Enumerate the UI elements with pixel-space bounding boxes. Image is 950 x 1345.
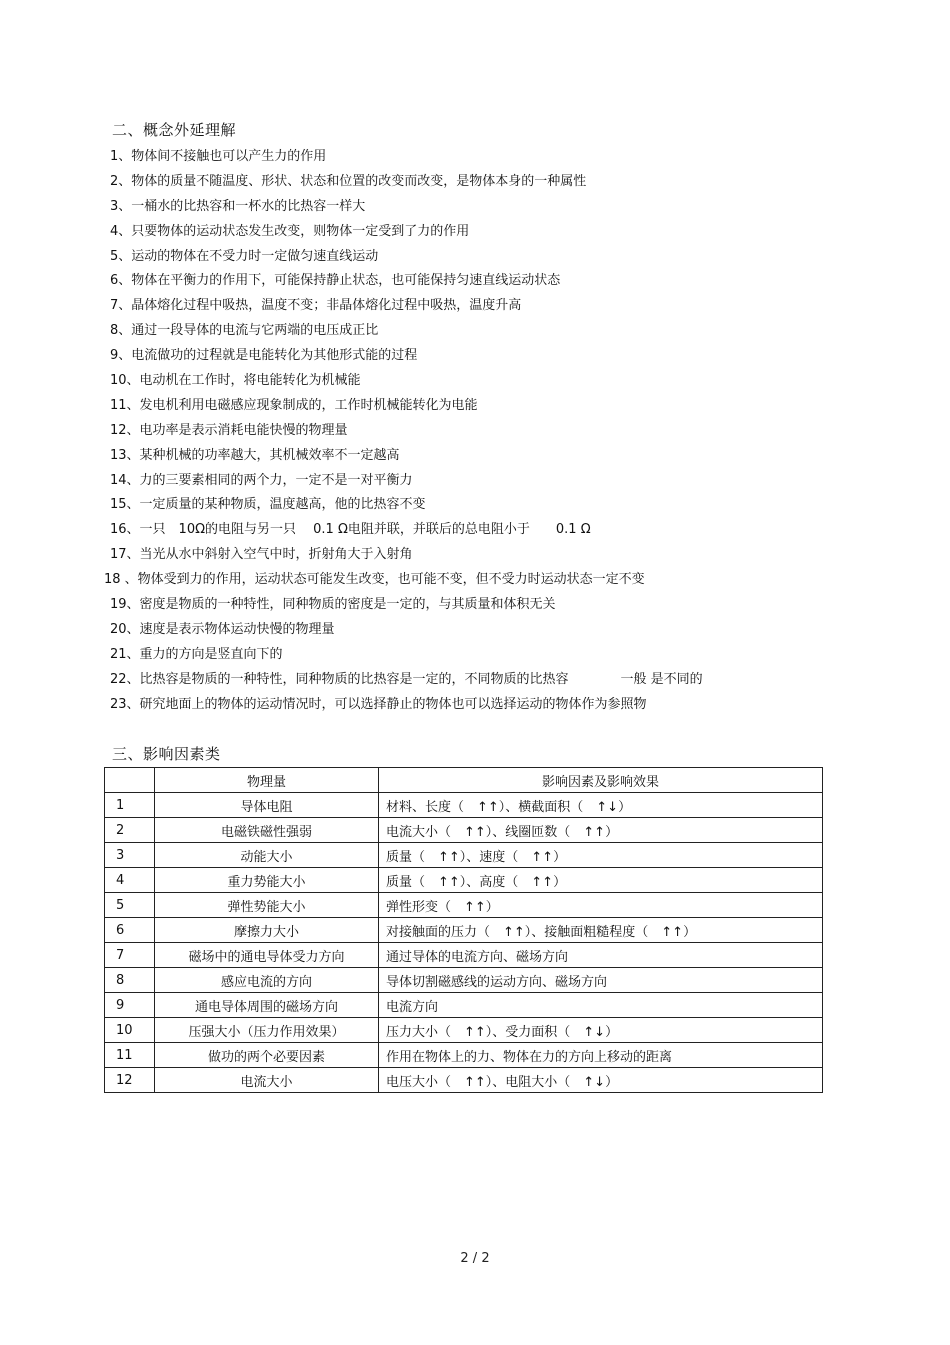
row-quantity: 导体电阻 [155,793,379,818]
row-effect: 质量（ ↑↑）、速度（ ↑↑） [379,843,823,868]
table-row [105,918,823,943]
list-item: 21、重力的方向是竖直向下的 [110,646,283,662]
row-effect: 质量（ ↑↑）、高度（ ↑↑） [379,868,823,893]
row-effect: 对接触面的压力（ ↑↑）、接触面粗糙程度（ ↑↑） [379,918,823,943]
list-item: 16、一只 10Ω的电阻与另一只 0.1 Ω电阻并联，并联后的总电阻小于 0.1 Ω [110,522,591,538]
row-index: 9 [105,993,155,1018]
concept-list [104,145,830,717]
list-item: 10、电动机在工作时，将电能转化为机械能 [110,373,361,389]
list-item: 2、物体的质量不随温度、形状、状态和位置的改变而改变，是物体本身的一种属性 [110,173,587,189]
list-item: 5、运动的物体在不受力时一定做匀速直线运动 [110,248,379,264]
row-effect: 弹性形变（ ↑↑） [379,893,823,918]
list-item: 3、一桶水的比热容和一杯水的比热容一样大 [110,198,366,214]
row-index: 2 [105,818,155,843]
row-effect: 电流大小（ ↑↑）、线圈匝数（ ↑↑） [379,818,823,843]
table-row [105,968,823,993]
row-index: 8 [105,968,155,993]
table-row [105,818,823,843]
table-row [105,943,823,968]
row-quantity: 做功的两个必要因素 [155,1043,379,1068]
row-effect: 压力大小（ ↑↑）、受力面积（ ↑↓） [379,1018,823,1043]
list-item: 17、当光从水中斜射入空气中时，折射角大于入射角 [110,547,413,563]
row-index: 10 [105,1018,155,1043]
factors-table [104,767,823,1093]
row-effect: 材料、长度（ ↑↑）、横截面积（ ↑↓） [379,793,823,818]
list-item: 14、力的三要素相同的两个力，一定不是一对平衡力 [110,472,413,488]
row-quantity: 电流大小 [155,1068,379,1093]
table-row [105,893,823,918]
list-item: 20、速度是表示物体运动快慢的物理量 [110,621,335,637]
row-quantity: 感应电流的方向 [155,968,379,993]
row-quantity: 摩擦力大小 [155,918,379,943]
list-item: 19、密度是物质的一种特性，同种物质的密度是一定的，与其质量和体积无关 [110,597,556,613]
header-quantity: 物理量 [155,768,379,793]
row-index: 4 [105,868,155,893]
table-row [105,843,823,868]
table-row [105,993,823,1018]
row-index: 3 [105,843,155,868]
row-quantity: 重力势能大小 [155,868,379,893]
list-item: 6、物体在平衡力的作用下，可能保持静止状态，也可能保持匀速直线运动状态 [110,273,561,289]
row-effect: 电流方向 [379,993,823,1018]
row-effect: 作用在物体上的力、物体在力的方向上移动的距离 [379,1043,823,1068]
list-item: 12、电功率是表示消耗电能快慢的物理量 [110,422,348,438]
list-item: 1、物体间不接触也可以产生力的作用 [110,149,327,164]
header-effect: 影响因素及影响效果 [379,768,823,793]
list-item: 23、研究地面上的物体的运动情况时，可以选择静止的物体也可以选择运动的物体作为参照物 [110,696,647,712]
section-title-factors: 三、影响因素类 [112,745,221,763]
row-index: 5 [105,893,155,918]
row-effect: 通过导体的电流方向、磁场方向 [379,943,823,968]
row-quantity: 动能大小 [155,843,379,868]
list-item: 15、一定质量的某种物质，温度越高，他的比热容不变 [110,497,426,513]
row-index: 12 [105,1068,155,1093]
table-row [105,793,823,818]
list-item: 18 、物体受到力的作用，运动状态可能发生改变，也可能不变，但不受力时运动状态一定不变 [104,572,645,588]
table-row [105,1068,823,1093]
list-item: 11、发电机利用电磁感应现象制成的，工作时机械能转化为电能 [110,397,478,413]
row-index: 6 [105,918,155,943]
row-index: 1 [105,793,155,818]
list-item: 7、晶体熔化过程中吸热，温度不变；非晶体熔化过程中吸热，温度升高 [110,298,522,314]
row-quantity: 通电导体周围的磁场方向 [155,993,379,1018]
table-row [105,868,823,893]
list-item: 8、通过一段导体的电流与它两端的电压成正比 [110,323,379,339]
row-index: 7 [105,943,155,968]
row-quantity: 电磁铁磁性强弱 [155,818,379,843]
row-effect: 电压大小（ ↑↑）、电阻大小（ ↑↓） [379,1068,823,1093]
table-header-row [105,768,823,793]
list-item: 22、比热容是物质的一种特性，同种物质的比热容是一定的，不同物质的比热容 一般 是不同的 [110,671,703,687]
header-index [105,768,155,793]
section-title-concepts: 二、概念外延理解 [112,121,237,139]
row-effect: 导体切割磁感线的运动方向、磁场方向 [379,968,823,993]
table-row [105,1043,823,1068]
page-number: 2 / 2 [460,1251,490,1266]
row-quantity: 弹性势能大小 [155,893,379,918]
list-item: 4、只要物体的运动状态发生改变，则物体一定受到了力的作用 [110,223,470,239]
row-quantity: 压强大小（压力作用效果） [155,1018,379,1043]
list-item: 9、电流做功的过程就是电能转化为其他形式能的过程 [110,348,418,364]
row-quantity: 磁场中的通电导体受力方向 [155,943,379,968]
list-item: 13、某种机械的功率越大，其机械效率不一定越高 [110,447,400,463]
row-index: 11 [105,1043,155,1068]
table-row [105,1018,823,1043]
